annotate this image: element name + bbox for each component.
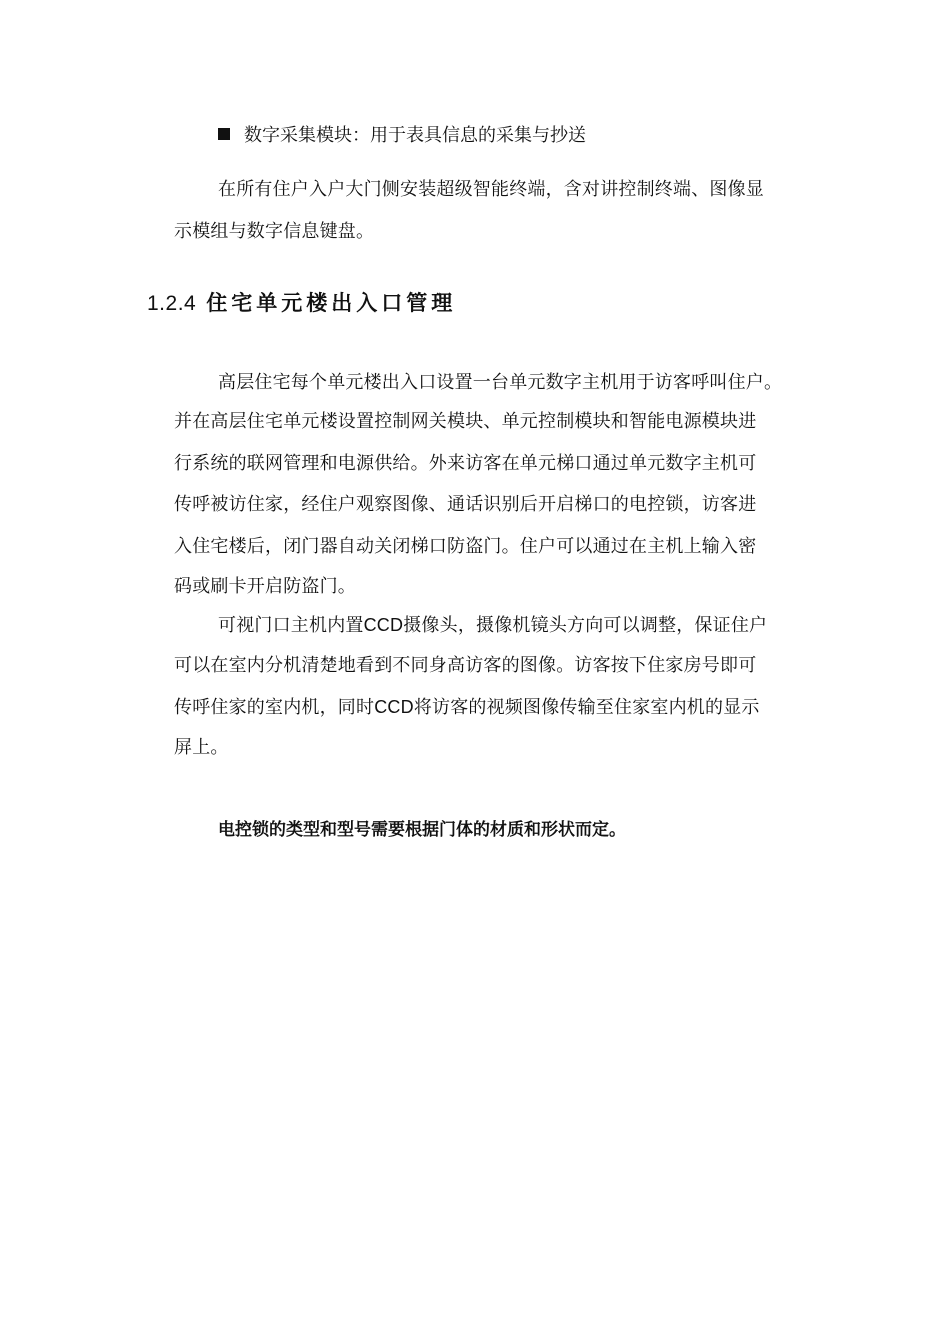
paragraph-line [174,695,760,720]
paragraph-line: 示模组与数字信息键盘。 [174,221,375,242]
section-title: 住宅单元楼出入口管理 [206,290,457,315]
ccd-term: CCD [363,615,404,635]
bullet-item [218,124,586,148]
ccd-term: CCD [374,697,414,717]
paragraph-line: 高层住宅每个单元楼出入口设置一台单元数字主机用于访客呼叫住户。 [218,372,783,393]
section-heading [147,289,456,318]
paragraph-line: 在所有住户入户大门侧安装超级智能终端，含对讲控制终端、图像显 [218,179,764,200]
paragraph-line: 传呼被访住家，经住户观察图像、通话识别后开启梯口的电控锁，访客进 [174,494,757,515]
paragraph-line: 入住宅楼后，闭门器自动关闭梯口防盗门。住户可以通过在主机上输入密 [174,536,757,557]
text-run: 可视门口主机内置 [218,615,364,636]
square-bullet-icon [218,128,230,140]
bullet-text: 数字采集模块：用于表具信息的采集与抄送 [244,125,586,146]
paragraph-line: 行系统的联网管理和电源供给。外来访客在单元梯口通过单元数字主机可 [174,453,757,474]
text-run: 摄像头，摄像机镜头方向可以调整，保证住户 [403,615,768,636]
text-run: 将访客的视频图像传输至住家室内机的显示 [413,697,760,718]
text-run: 传呼住家的室内机，同时 [174,697,375,718]
section-number: 1.2.4 [147,292,197,315]
paragraph-line: 可以在室内分机清楚地看到不同身高访客的图像。访客按下住家房号即可 [174,655,757,676]
bold-note: 电控锁的类型和型号需要根据门体的材质和形状而定。 [218,820,626,840]
paragraph-line: 并在高层住宅单元楼设置控制网关模块、单元控制模块和智能电源模块进 [174,411,757,432]
paragraph-line: 屏上。 [174,737,229,758]
paragraph-line [218,613,767,638]
paragraph-line: 码或刷卡开启防盗门。 [174,576,356,597]
